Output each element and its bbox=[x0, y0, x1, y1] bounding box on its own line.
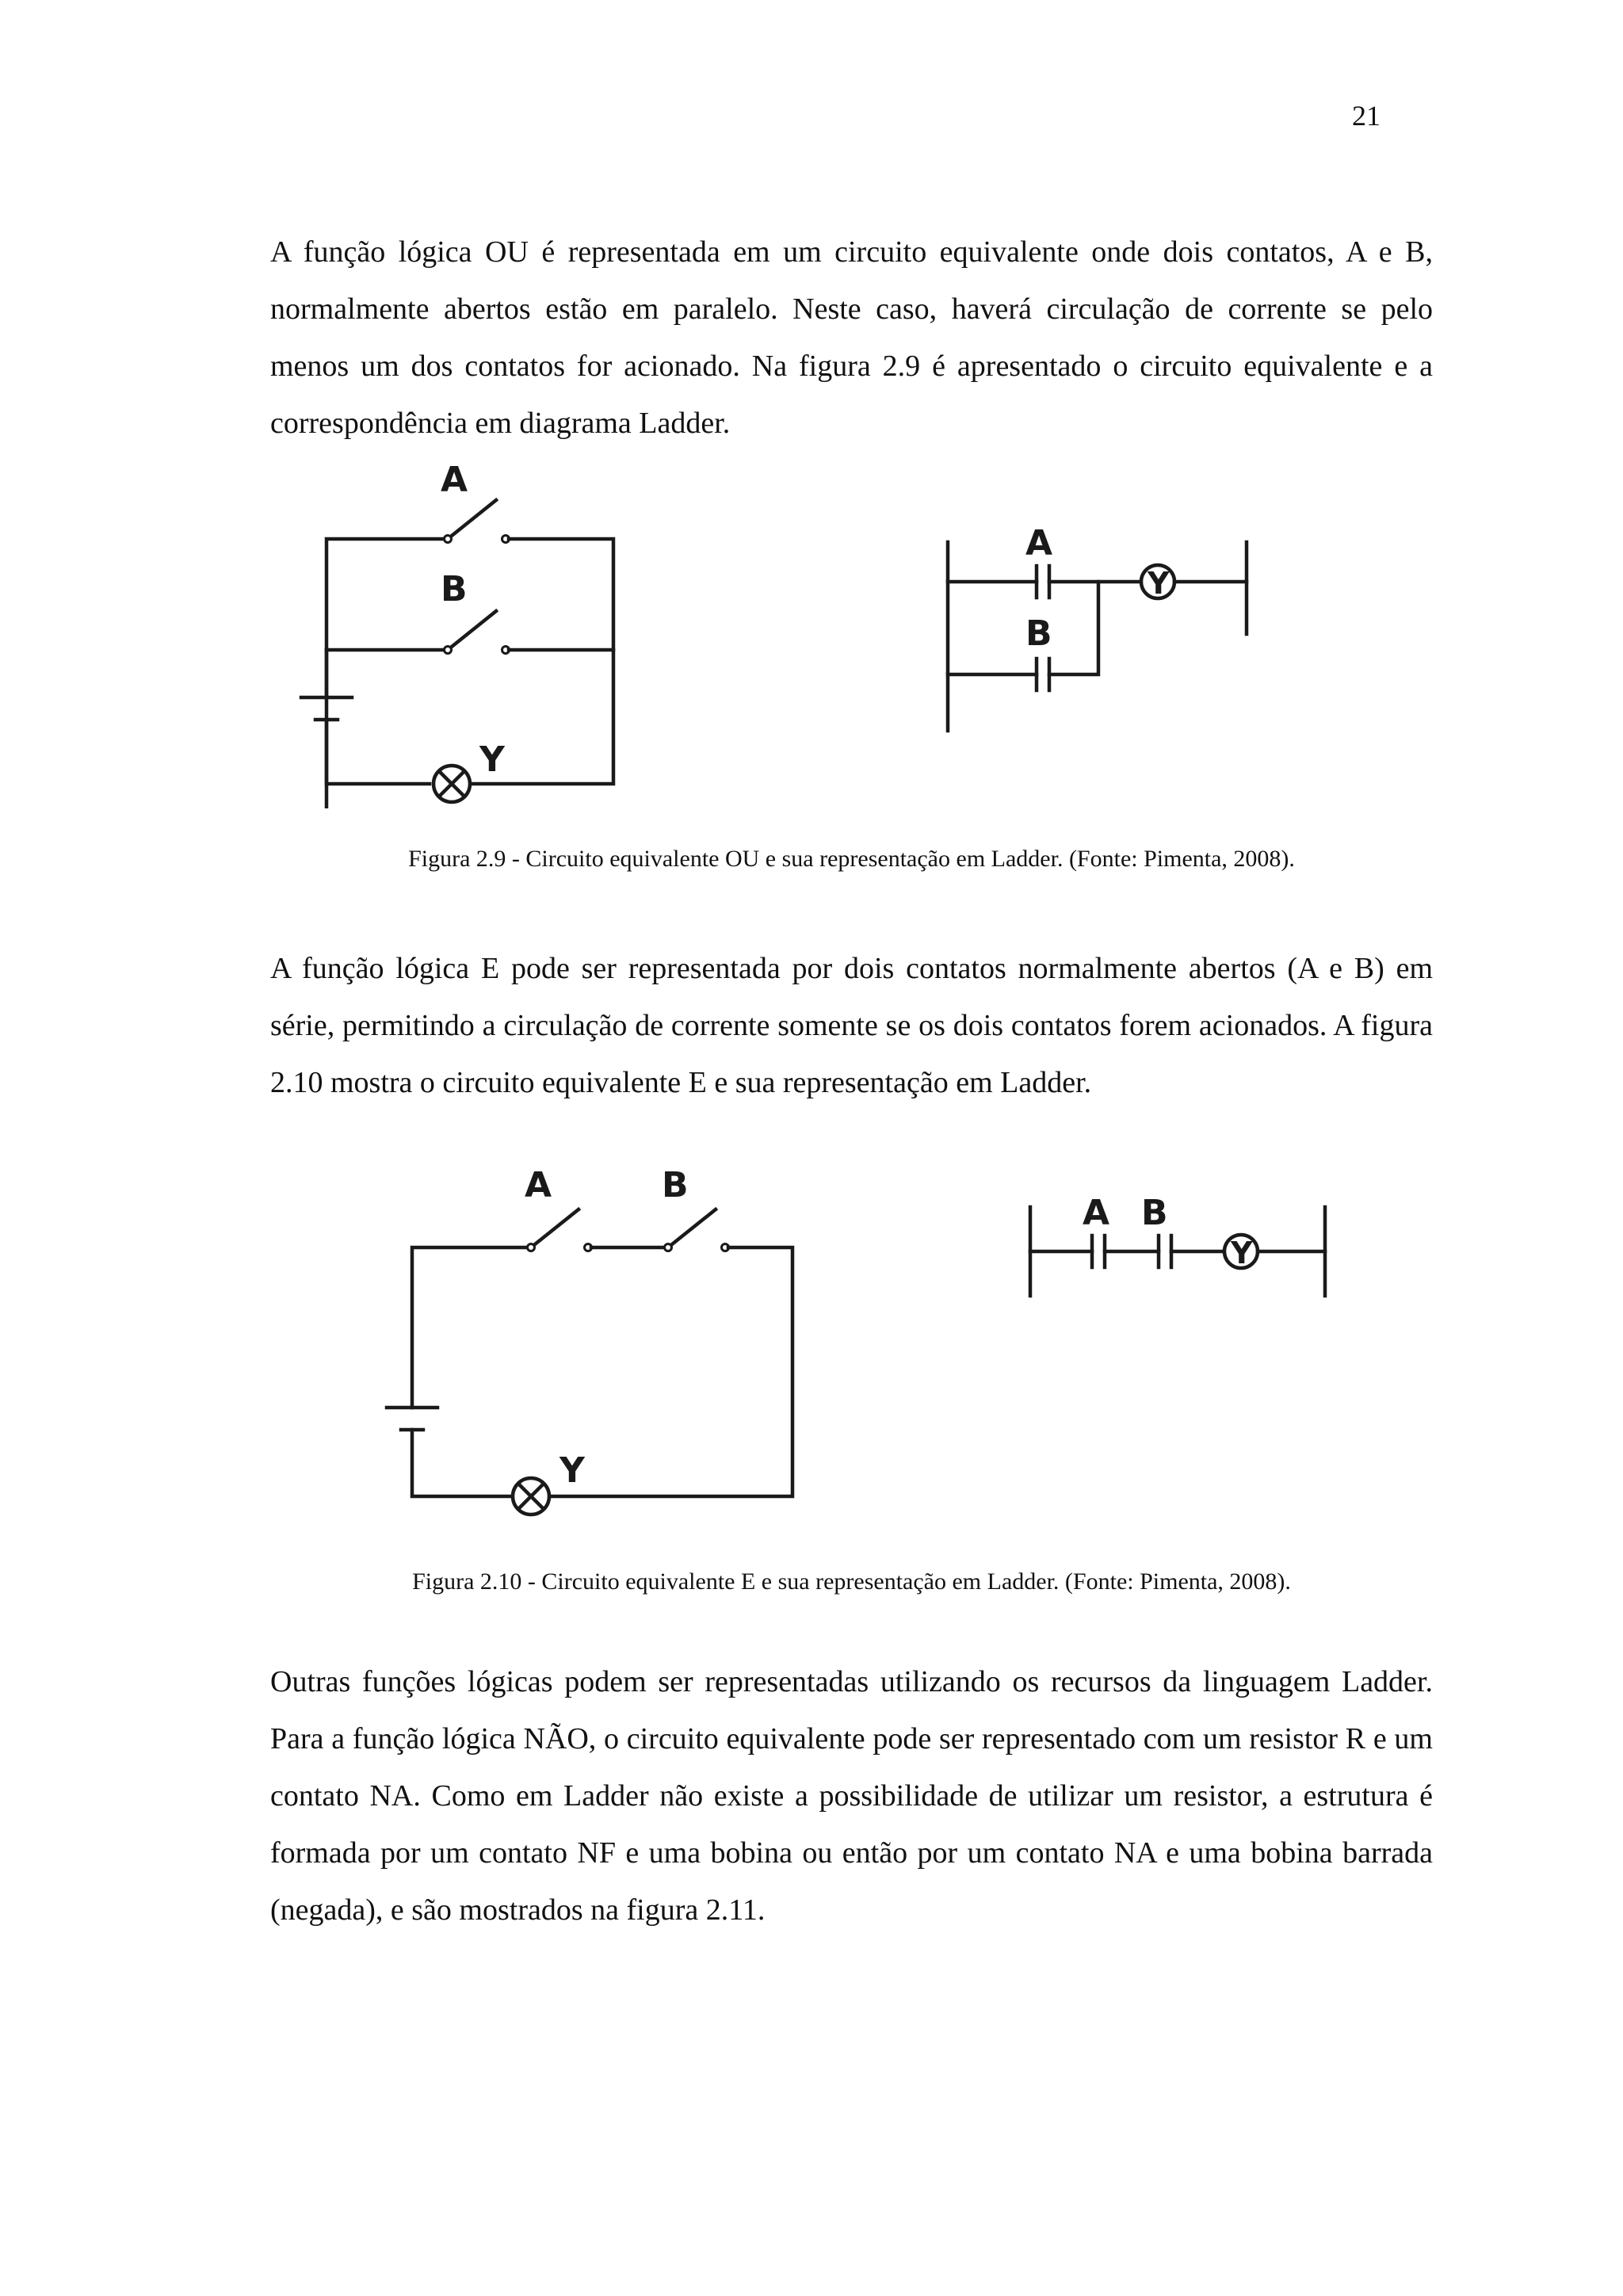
ladder-coil-label: Y bbox=[1231, 1236, 1253, 1270]
paragraph: Outras funções lógicas podem ser representadas utilizando os recursos da linguagem Ladder. Para a função lógica NÃO, o circuito equivalente pode ser representado com um resistor R e um contato NA. Como em Ladder não existe a possibilidade de utilizar um resistor, a estrutura é formada por um contato NF e uma bobina ou então por um contato NA e uma bobina barrada (negada), e são mostrados na figura 2.11. bbox=[270, 1665, 1433, 1927]
circuit-wire-bottom bbox=[412, 1430, 510, 1496]
figure-caption: Figura 2.10 - Circuito equivalente E e sua representação em Ladder. (Fonte: Pimenta, 2008). bbox=[412, 1568, 1291, 1595]
paragraph: A função lógica OU é representada em um circuito equivalente onde dois contatos, A e B, normalmente abertos estão em paralelo. Neste caso, haverá circulação de corrente se pelo menos um dos contatos for acionado. Na figura 2.9 é apresentado o circuito equivalente e a correspondência em diagrama Ladder. bbox=[270, 235, 1433, 440]
figure-2-10-ladder bbox=[1022, 1177, 1339, 1304]
ladder-coil-label: Y bbox=[1148, 566, 1170, 601]
figure-2-9-circuit bbox=[293, 460, 626, 808]
switch-a-blade bbox=[531, 1209, 579, 1247]
ladder-rung-2-wire-2 bbox=[1049, 582, 1098, 674]
switch-b-blade bbox=[448, 611, 496, 650]
figure-2-10-circuit bbox=[380, 1165, 808, 1530]
switch-a-label: A bbox=[525, 1165, 552, 1205]
lamp-y-label: Y bbox=[479, 739, 505, 780]
switch-a-label: A bbox=[441, 460, 468, 500]
figure-caption: Figura 2.9 - Circuito equivalente OU e sua representação em Ladder. (Fonte: Pimenta, 2008). bbox=[408, 846, 1295, 872]
switch-b-contact bbox=[665, 1244, 672, 1251]
switch-b-blade bbox=[668, 1209, 716, 1247]
ladder-contact-a-label: A bbox=[1025, 523, 1053, 563]
switch-b-label: B bbox=[662, 1165, 689, 1205]
paragraph: A função lógica E pode ser representada por dois contatos normalmente abertos (A e B) em série, permitindo a circulação de corrente somente se os dois contatos forem acionados. A figura 2.10 mostra o circuito equivalente E e sua representação em Ladder. bbox=[270, 952, 1433, 1099]
lamp-y-label: Y bbox=[559, 1450, 585, 1491]
switch-b-contact bbox=[445, 647, 452, 654]
circuit-wire-right bbox=[552, 1247, 792, 1496]
circuit-wire-top bbox=[327, 539, 448, 808]
page-number: 21 bbox=[1352, 100, 1381, 132]
figure-2-9-ladder bbox=[935, 507, 1268, 745]
switch-a-blade bbox=[448, 500, 496, 539]
switch-b-label: B bbox=[441, 569, 468, 609]
circuit-wire-top bbox=[412, 1247, 531, 1408]
switch-a-contact bbox=[445, 536, 452, 543]
ladder-contact-b-label: B bbox=[1025, 613, 1052, 654]
ladder-contact-b-label: B bbox=[1141, 1193, 1168, 1233]
ladder-contact-a-label: A bbox=[1083, 1193, 1110, 1233]
switch-a-contact bbox=[528, 1244, 535, 1251]
circuit-wire-bottom bbox=[327, 720, 430, 784]
